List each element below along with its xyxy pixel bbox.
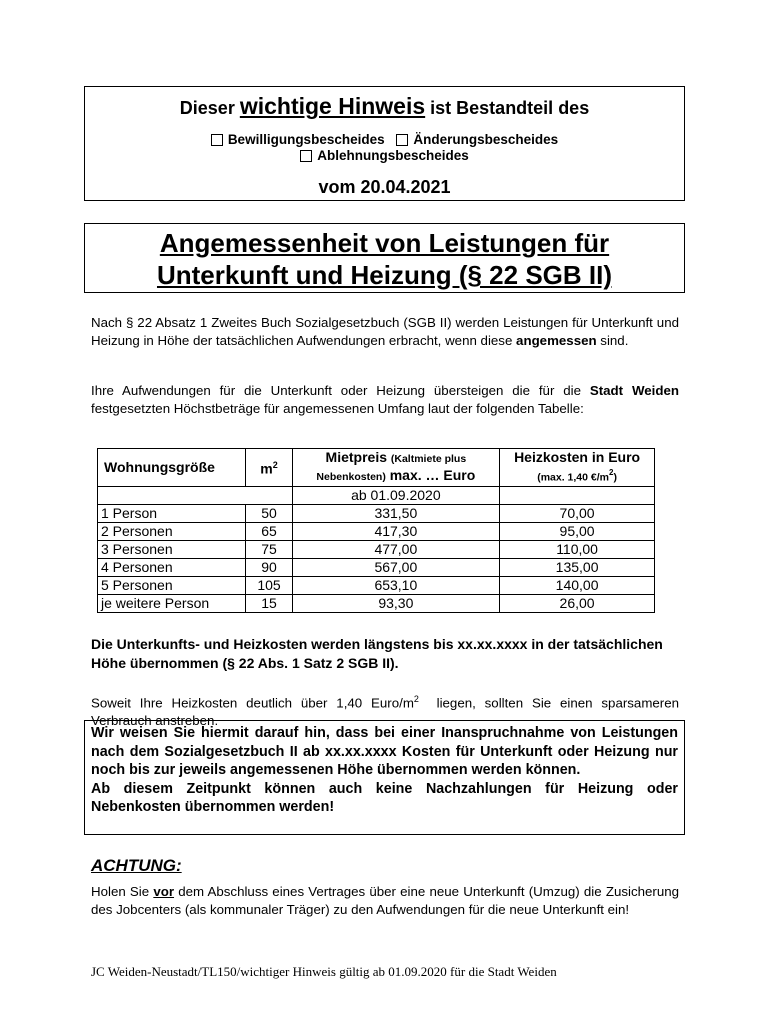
cell-heat: 110,00 (500, 540, 655, 558)
table-valid-from-row (98, 486, 655, 504)
warning-paragraph-1: Wir weisen Sie hiermit darauf hin, dass bei einer Inanspruchnahme von Leistungen nach dem Sozialgesetzbuch II ab xx.xx.xxxx Kosten für Unterkunft oder Heizung nur noch bis zur jeweils angemessenen Höhe übernommen werden können. (91, 725, 678, 778)
table-row (98, 594, 655, 612)
notice-suffix: ist Bestandteil des (425, 98, 590, 118)
title-line-1: Angemessenheit von Leistungen für (159, 228, 610, 258)
title-box (84, 223, 685, 293)
cell-m2: 105 (246, 576, 292, 594)
warning-box (84, 720, 685, 835)
cell-heat: 95,00 (500, 522, 655, 540)
cell-m2: 65 (246, 522, 292, 540)
header-heat: Heizkosten in Euro (max. 1,40 $€/m^2$) (500, 449, 655, 487)
cell-m2: 90 (246, 558, 292, 576)
cell-size: je weitere Person (98, 594, 246, 612)
cell-size: 4 Personen (98, 558, 246, 576)
cell-m2: 15 (246, 594, 292, 612)
duration-note: Die Unterkunfts- und Heizkosten werden längstens bis xx.xx.xxxx in der tatsächlichen Höhe übernommen (§ 22 Abs. 1 Satz 2 SGB II). (91, 636, 663, 671)
cell-size: 5 Personen (98, 576, 246, 594)
limits-table (97, 448, 655, 613)
cell-rent: 93,30 (292, 594, 500, 612)
notice-box (84, 86, 685, 201)
notice-emphasis: wichtige Hinweis (239, 93, 426, 119)
table-row (98, 540, 655, 558)
notice-prefix: Dieser (179, 98, 240, 118)
header-m2: $m^2$ (246, 449, 292, 487)
notice-heading (85, 93, 684, 120)
cell-m2: 75 (246, 540, 292, 558)
warning-paragraph-2: Ab diesem Zeitpunkt können auch keine Nachzahlungen für Heizung oder Nebenkosten übernommen werden! (91, 780, 678, 815)
table-header-row (98, 449, 655, 487)
intro-paragraph-1: Nach § 22 Absatz 1 Zweites Buch Sozialgesetzbuch (SGB II) werden Leistungen für Unterkunft und Heizung in Höhe der tatsächlichen Aufwendungen erbracht, wenn diese angemessen sind. (91, 315, 679, 348)
option-aenderung[interactable]: Änderungsbescheides (396, 132, 558, 147)
emphasis-angemessen: angemessen (516, 333, 597, 348)
table-row (98, 504, 655, 522)
heating-note: Soweit Ihre Heizkosten deutlich über 1,40 Euro/$m^2$ liegen, sollten Sie einen sparsameren Verbrauch anstreben. (91, 694, 683, 729)
cell-heat: 26,00 (500, 594, 655, 612)
notice-checkbox-row-2 (85, 148, 684, 163)
cell-rent: 567,00 (292, 558, 500, 576)
cell-heat: 70,00 (500, 504, 655, 522)
cell-rent: 417,30 (292, 522, 500, 540)
cell-size: 3 Personen (98, 540, 246, 558)
intro-paragraph-2: Ihre Aufwendungen für die Unterkunft oder Heizung übersteigen die für die Stadt Weiden festgesetzten Höchstbeträge für angemessenen Umfang laut der folgenden Tabelle: (91, 383, 679, 416)
emphasis-city: Stadt Weiden (589, 383, 679, 398)
notice-checkbox-row (85, 132, 684, 147)
checkbox-icon[interactable] (396, 134, 408, 146)
valid-from: ab 01.09.2020 (292, 486, 500, 504)
cell-rent: 653,10 (292, 576, 500, 594)
option-bewilligung[interactable]: Bewilligungsbescheides (211, 132, 385, 147)
cell-rent: 331,50 (292, 504, 500, 522)
cell-heat: 140,00 (500, 576, 655, 594)
checkbox-icon[interactable] (300, 150, 312, 162)
achtung-heading: ACHTUNG: (91, 856, 182, 875)
achtung-paragraph: Holen Sie vor dem Abschluss eines Vertrages über eine neue Unterkunft (Umzug) die Zusicherung des Jobcenters (als kommunaler Träger) zu den Aufwendungen für die neue Unterkunft ein! (91, 884, 679, 917)
option-ablehnung[interactable]: Ablehnungsbescheides (300, 148, 469, 163)
table-row (98, 522, 655, 540)
header-rent: Mietpreis (Kaltmiete plus Nebenkosten) max. … Euro (292, 449, 500, 487)
cell-heat: 135,00 (500, 558, 655, 576)
table-body (98, 504, 655, 612)
notice-date: vom 20.04.2021 (318, 177, 451, 197)
cell-size: 2 Personen (98, 522, 246, 540)
emphasis-vor: vor (153, 884, 175, 899)
cell-rent: 477,00 (292, 540, 500, 558)
table-row (98, 576, 655, 594)
cell-size: 1 Person (98, 504, 246, 522)
header-size: Wohnungsgröße (98, 449, 246, 487)
footer-reference: JC Weiden-Neustadt/TL150/wichtiger Hinweis gültig ab 01.09.2020 für die Stadt Weiden (91, 964, 557, 979)
checkbox-icon[interactable] (211, 134, 223, 146)
title-line-2: Unterkunft und Heizung (§ 22 SGB II) (156, 260, 612, 290)
table-row (98, 558, 655, 576)
cell-m2: 50 (246, 504, 292, 522)
